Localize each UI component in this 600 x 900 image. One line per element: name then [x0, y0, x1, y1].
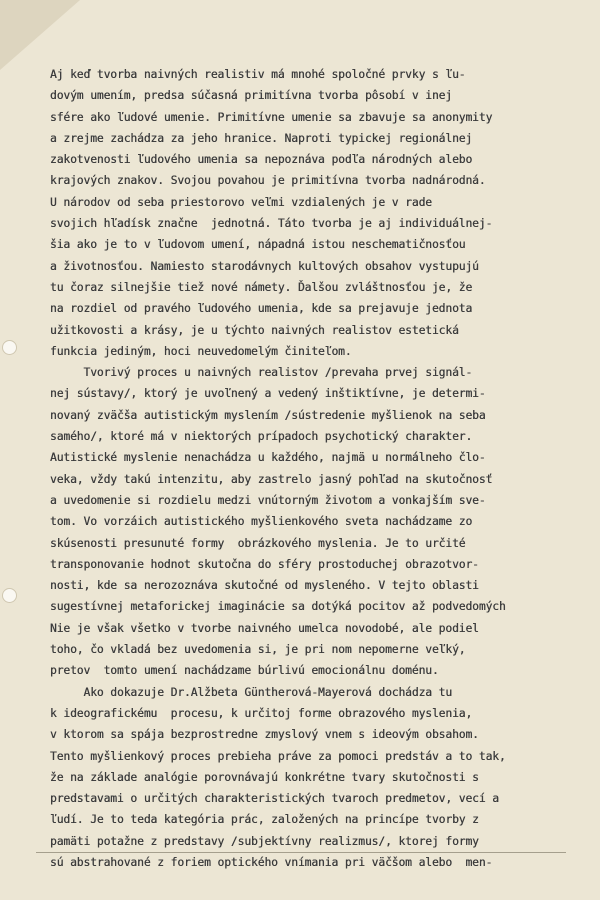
text-line: ľudí. Je to teda kategória prác, založených na princípe tvorby z	[50, 813, 479, 827]
text-line: dovým umením, predsa súčasná primitívna tvorba pôsobí v inej	[50, 89, 453, 103]
text-line: zakotvenosti ľudového umenia sa nepoznáva podľa národných alebo	[50, 153, 473, 167]
text-line: a uvedomenie si rozdielu medzi vnútorným životom a vonkajším sve-	[50, 493, 486, 507]
text-line: Autistické myslenie nenachádza u každého, najmä u normálneho člo-	[50, 451, 486, 465]
text-line: užitkovosti a krásy, je u týchto naivných realistov estetická	[50, 323, 459, 337]
text-line: veka, vždy takú intenzitu, aby zastrelo jasný pohľad na skutočnosť	[50, 472, 493, 486]
text-line: že na základe analógie porovnávajú konkrétne tvary skutočnosti s	[50, 770, 479, 784]
text-line: nosti, kde sa nerozoznáva skutočné od mysleného. V tejto oblasti	[50, 579, 479, 593]
text-line: šia ako je to v ľudovom umení, nápadná istou neschematičnosťou	[50, 238, 466, 252]
typewritten-text	[50, 64, 600, 873]
text-line: krajových znakov. Svojou povahou je primitívna tvorba nadnárodná.	[50, 174, 486, 188]
text-line: transponovanie hodnot skutočna do sféry prostoduchej obrazotvor-	[50, 557, 479, 571]
punch-hole-upper	[2, 340, 17, 355]
text-line: U národov od seba priestorovo veľmi vzdialených je v rade	[50, 195, 432, 209]
text-line: Nie je však všetko v tvorbe naivného umelca novodobé, ale podiel	[50, 621, 479, 635]
text-line: sugestívnej metaforickej imaginácie sa dotýká pocitov až podvedomých	[50, 600, 506, 614]
text-line: pretov tomto umení nachádzame búrlivú emocionálnu doménu.	[50, 664, 439, 678]
text-line: k ideografickému procesu, k určitoj forme obrazového myslenia,	[50, 706, 473, 720]
text-line: a zrejme zachádza za jeho hranice. Naproti typickej regionálnej	[50, 131, 473, 145]
text-line: toho, čo vkladá bez uvedomenia si, je pri nom nepomerne veľký,	[50, 643, 466, 657]
text-line: Ako dokazuje Dr.Alžbeta Güntherová-Mayerová dochádza tu	[50, 685, 453, 699]
bottom-rule	[36, 852, 566, 853]
text-line: Tento myšlienkový proces prebieha práve za pomoci predstáv a to tak,	[50, 749, 506, 763]
text-line: nej sústavy/, ktorý je uvoľnený a vedený inštiktívne, je determi-	[50, 387, 486, 401]
text-line: Tvorivý proces u naivných realistov /prevaha prvej signál-	[50, 366, 473, 380]
text-line: na rozdiel od pravého ľudového umenia, kde sa prejavuje jednota	[50, 302, 473, 316]
punch-hole-lower	[2, 588, 17, 603]
text-line: tom. Vo vorzáich autistického myšlienkového sveta nachádzame zo	[50, 515, 473, 529]
text-line: predstavami o určitých charakteristických tvaroch predmetov, vecí a	[50, 792, 499, 806]
text-line: novaný zväčša autistickým myslením /sústredenie myšlienok na seba	[50, 408, 486, 422]
text-line: sfére ako ľudové umenie. Primitívne umenie sa zbavuje sa anonymity	[50, 110, 493, 124]
folded-corner	[0, 0, 80, 70]
text-line: v ktorom sa spája bezprostredne zmyslový vnem s ideovým obsahom.	[50, 728, 479, 742]
text-line: skúsenosti presunuté formy obrázkového myslenia. Je to určité	[50, 536, 466, 550]
text-line: svojich hľadísk značne jednotná. Táto tvorba je aj individuálnej-	[50, 217, 493, 231]
text-line: a životnosťou. Namiesto starodávnych kultových obsahov vystupujú	[50, 259, 479, 273]
text-line: tu čoraz silnejšie tiež nové námety. Ďalšou zvláštnosťou je, že	[50, 280, 473, 294]
text-line: sú abstrahované z foriem optického vnímania pri väčšom alebo men-	[50, 855, 493, 869]
text-line: funkcia jediným, hoci neuvedomelým činiteľom.	[50, 344, 352, 358]
text-line: samého/, ktoré má v niektorých prípadoch psychotický charakter.	[50, 430, 473, 444]
text-line: pamäti potažne z predstavy /subjektívny realizmus/, ktorej formy	[50, 834, 479, 848]
text-line: Aj keď tvorba naivných realistiv má mnohé spoločné prvky s ľu-	[50, 68, 466, 81]
